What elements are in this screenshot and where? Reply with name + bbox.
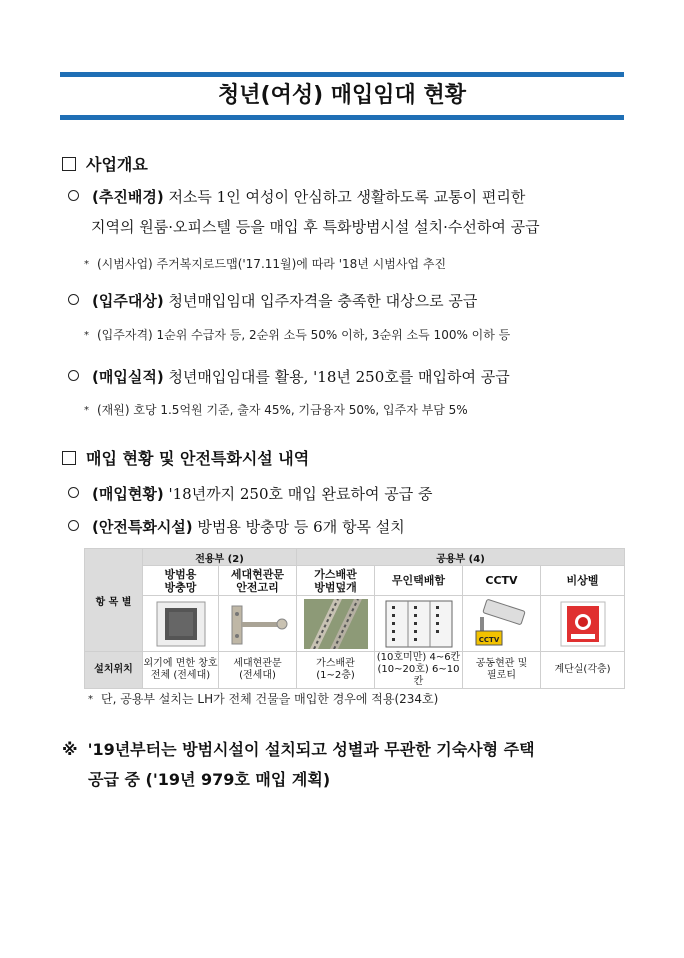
column-header: 가스배관 방범덮개 xyxy=(297,566,375,596)
item-label: (안전특화시설) xyxy=(92,518,193,536)
gas-pipe-cover-icon xyxy=(304,599,368,649)
svg-text:CCTV: CCTV xyxy=(478,635,499,644)
title-top-rule xyxy=(60,72,624,77)
item-purchase-record xyxy=(68,366,510,387)
item-background xyxy=(68,186,525,207)
bullet-circle-icon xyxy=(68,294,79,305)
location-cell: 공동현관 및 필로티 xyxy=(463,652,541,689)
row-label-location: 설치위치 xyxy=(85,652,143,689)
item-text: 저소득 1인 여성이 안심하고 생활하도록 교통이 편리한 xyxy=(163,188,526,206)
location-cell: 세대현관문 (전세대) xyxy=(219,652,297,689)
asterisk-icon: * xyxy=(84,405,89,416)
security-screen-icon xyxy=(155,600,207,648)
title-bottom-rule xyxy=(60,115,624,120)
cell-image xyxy=(375,596,463,652)
row-label-items: 항 목 별 xyxy=(85,549,143,652)
location-cell: 계단실(각층) xyxy=(541,652,625,689)
location-cell: 외기에 면한 창호 전체 (전세대) xyxy=(143,652,219,689)
bullet-circle-icon xyxy=(68,487,79,498)
table-footnote xyxy=(88,690,438,707)
note-eligibility xyxy=(84,326,510,343)
bullet-circle-icon xyxy=(68,190,79,201)
final-note-line2: 공급 중 ('19년 979호 매입 계획) xyxy=(88,770,331,789)
item-text-line2: 지역의 원룸·오피스텔 등을 매입 후 특화방범시설 설치·수선하여 공급 xyxy=(91,218,540,236)
cell-image xyxy=(297,596,375,652)
item-label: (입주대상) xyxy=(92,292,164,310)
cell-image xyxy=(463,596,541,652)
item-label: (매입실적) xyxy=(92,368,164,386)
cell-image xyxy=(541,596,625,652)
emergency-bell-icon xyxy=(559,600,607,648)
final-note-text: '19년부터는 방범시설이 설치되고 성별과 무관한 기숙사형 주택 xyxy=(87,740,535,759)
note-pilot xyxy=(84,255,446,272)
item-label: (추진배경) xyxy=(92,188,164,206)
bullet-circle-icon xyxy=(68,520,79,531)
section-heading-overview xyxy=(62,152,148,175)
item-text: 청년매입임대 입주자격을 충족한 대상으로 공급 xyxy=(163,292,478,310)
note-text: (시범사업) 주거복지로드맵('17.11월)에 따라 '18년 시범사업 추진 xyxy=(97,257,447,271)
group-header-private: 전용부 (2) xyxy=(143,549,297,566)
location-cell: (10호미만) 4~6칸 (10~20호) 6~10칸 xyxy=(375,652,463,689)
column-header: 무인택배함 xyxy=(375,566,463,596)
column-header: 비상벨 xyxy=(541,566,625,596)
section-heading-facilities xyxy=(62,446,309,469)
column-header: CCTV xyxy=(463,566,541,596)
note-text: (재원) 호당 1.5억원 기준, 출자 45%, 기금융자 50%, 입주자 부담 5% xyxy=(97,403,468,417)
asterisk-icon: * xyxy=(84,259,89,270)
group-header-common: 공용부 (4) xyxy=(297,549,625,566)
checkbox-square-icon xyxy=(62,451,76,465)
item-label: (매입현황) xyxy=(92,485,164,503)
asterisk-icon: * xyxy=(88,694,93,705)
checkbox-square-icon xyxy=(62,157,76,171)
footnote-text: 단, 공용부 설치는 LH가 전체 건물을 매입한 경우에 적용(234호) xyxy=(101,692,439,706)
item-text: '18년까지 250호 매입 완료하여 공급 중 xyxy=(163,485,433,503)
item-purchase-status xyxy=(68,483,433,504)
item-text: 청년매입임대를 활용, '18년 250호를 매입하여 공급 xyxy=(163,368,510,386)
cell-image xyxy=(219,596,297,652)
item-safety-facilities xyxy=(68,516,405,537)
item-eligibility xyxy=(68,290,477,311)
final-note-line1 xyxy=(62,737,535,760)
door-chain-icon xyxy=(228,600,288,648)
column-header: 세대현관문 안전고리 xyxy=(219,566,297,596)
note-funding xyxy=(84,401,468,418)
note-text: (입주자격) 1순위 수급자 등, 2순위 소득 50% 이하, 3순위 소득 100% 이하 등 xyxy=(97,328,511,342)
facilities-table xyxy=(84,548,625,689)
section-heading-text: 매입 현황 및 안전특화시설 내역 xyxy=(86,449,310,468)
page-title: 청년(여성) 매입임대 현황 xyxy=(218,83,466,108)
location-cell: 가스배관 (1~2층) xyxy=(297,652,375,689)
reference-mark-icon: ※ xyxy=(62,740,78,759)
cell-image xyxy=(143,596,219,652)
bullet-circle-icon xyxy=(68,370,79,381)
parcel-locker-icon xyxy=(384,599,454,649)
cctv-camera-icon xyxy=(470,599,534,649)
item-text: 방범용 방충망 등 6개 항목 설치 xyxy=(192,518,405,536)
asterisk-icon: * xyxy=(84,330,89,341)
column-header: 방범용 방충망 xyxy=(143,566,219,596)
section-heading-text: 사업개요 xyxy=(86,155,148,174)
